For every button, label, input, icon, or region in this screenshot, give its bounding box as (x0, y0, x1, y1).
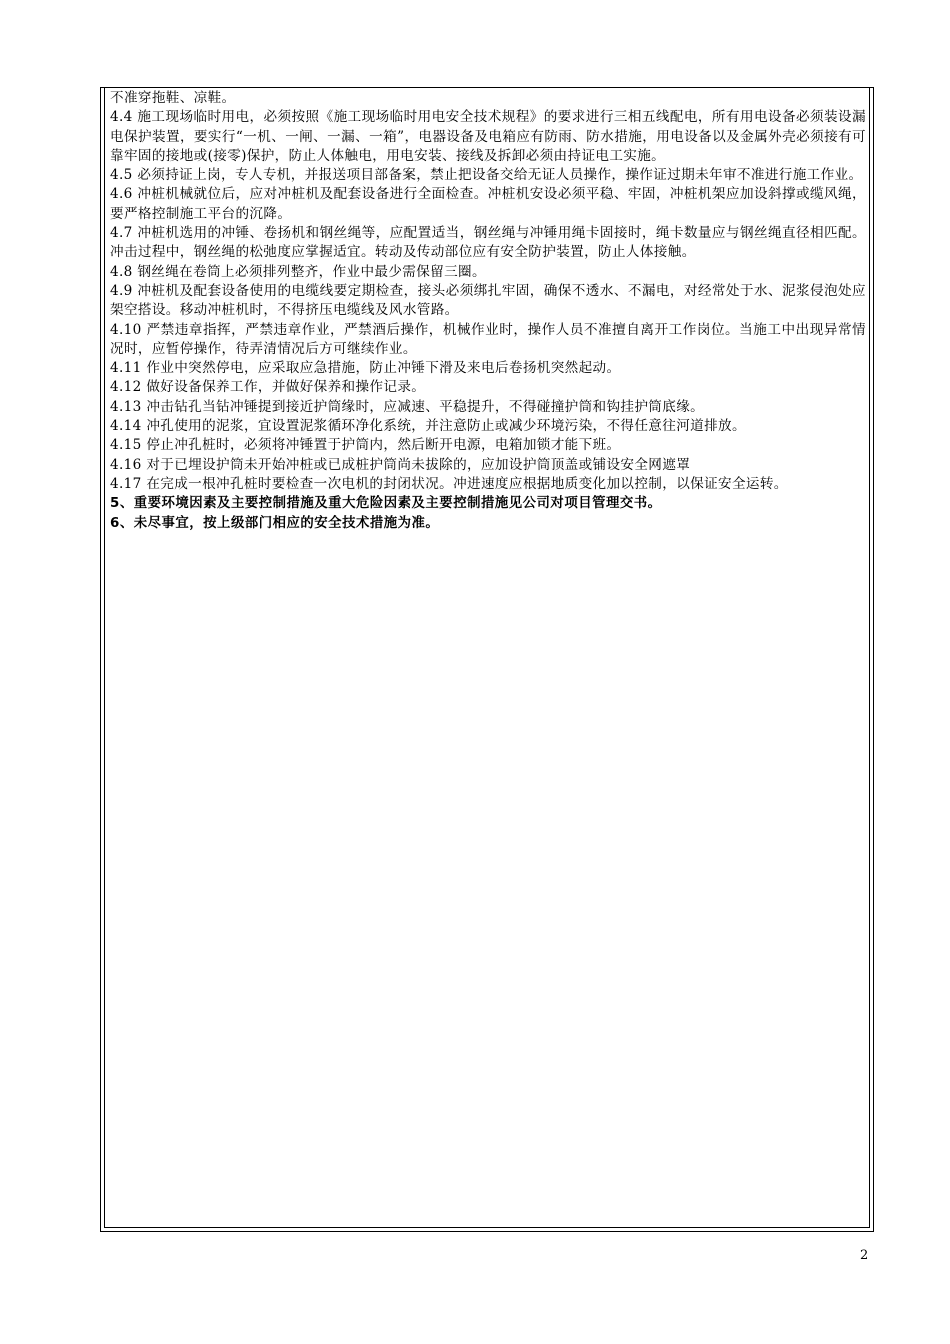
paragraph-4-7: 4.7 冲桩机选用的冲锤、卷扬机和钢丝绳等，应配置适当，钢丝绳与冲锤用绳卡固接时，绳卡数量应与钢丝绳直径相匹配。冲击过程中，钢丝绳的松弛度应掌握适宜。转动及传动部位应有安全防护装置，防止人体接触。 (110, 225, 866, 261)
paragraph-4-4: 4.4 施工现场临时用电，必须按照《施工现场临时用电安全技术规程》的要求进行三相五线配电，所有用电设备必须装设漏电保护装置，要实行“一机、一闸、一漏、一箱”，电器设备及电箱应有防雨、防水措施，用电设备以及金属外壳必须接有可靠牢固的接地或(接零)保护，防止人体触电，用电安装、接线及拆卸必须由持证电工实施。 (110, 109, 866, 164)
paragraph-4-14: 4.14 冲孔使用的泥浆，宜设置泥浆循环净化系统，并注意防止或减少环境污染，不得任意往河道排放。 (110, 418, 746, 435)
paragraph-4-10: 4.10 严禁违章指挥，严禁违章作业，严禁酒后操作，机械作业时，操作人员不准擅自离开工作岗位。当施工中出现异常情况时，应暂停操作，待弄清情况后方可继续作业。 (110, 321, 866, 357)
paragraph-4-5: 4.5 必须持证上岗，专人专机，并报送项目部备案，禁止把设备交给无证人员操作，操作证过期未年审不准进行施工作业。 (110, 167, 863, 184)
paragraph-4-9: 4.9 冲桩机及配套设备使用的电缆线要定期检查，接头必须绑扎牢固，确保不透水、不漏电，对经常处于水、泥浆侵泡处应架空搭设。移动冲桩机时，不得挤压电缆线及风水管路。 (110, 282, 866, 319)
paragraph-4-11: 4.11 作业中突然停电，应采取应急措施，防止冲锤下滑及来电后卷扬机突然起动。 (110, 360, 621, 377)
paragraph-4-8: 4.8 钢丝绳在卷筒上必须排列整齐，作业中最少需保留三圈。 (110, 263, 486, 280)
table-cell-content (110, 89, 866, 533)
paragraph-4-12: 4.12 做好设备保养工作，并做好保养和操作记录。 (110, 379, 426, 396)
paragraph-4-16: 4.16 对于已埋设护筒未开始冲桩或已成桩护筒尚未拔除的，应加设护筒顶盖或铺设安全网遮罩 (110, 456, 691, 473)
page-number: 2 (860, 1248, 869, 1263)
paragraph-4-13: 4.13 冲击钻孔当钻冲锤提到接近护筒缘时，应减速、平稳提升，不得碰撞护筒和钩挂护筒底缘。 (110, 398, 705, 415)
paragraph-4-15: 4.15 停止冲孔桩时，必须将冲锤置于护筒内，然后断开电源，电箱加锁才能下班。 (110, 437, 621, 454)
section-5-heading: 5、重要环境因素及主要控制措施及重大危险因素及主要控制措施见公司对项目管理交书。 (110, 496, 662, 512)
paragraph-4-17: 4.17 在完成一根冲孔桩时要检查一次电机的封闭状况。冲进速度应根据地质变化加以控制，以保证安全运转。 (110, 475, 788, 492)
section-6-heading: 6、未尽事宜，按上级部门相应的安全技术措施为准。 (110, 515, 440, 531)
paragraph-4-6: 4.6 冲桩机械就位后，应对冲桩机及配套设备进行全面检查。冲桩机安设必须平稳、牢固，冲桩机架应加设斜撑或缆风绳，要严格控制施工平台的沉降。 (110, 186, 866, 222)
paragraph-continuation: 不准穿拖鞋、凉鞋。 (110, 90, 236, 106)
